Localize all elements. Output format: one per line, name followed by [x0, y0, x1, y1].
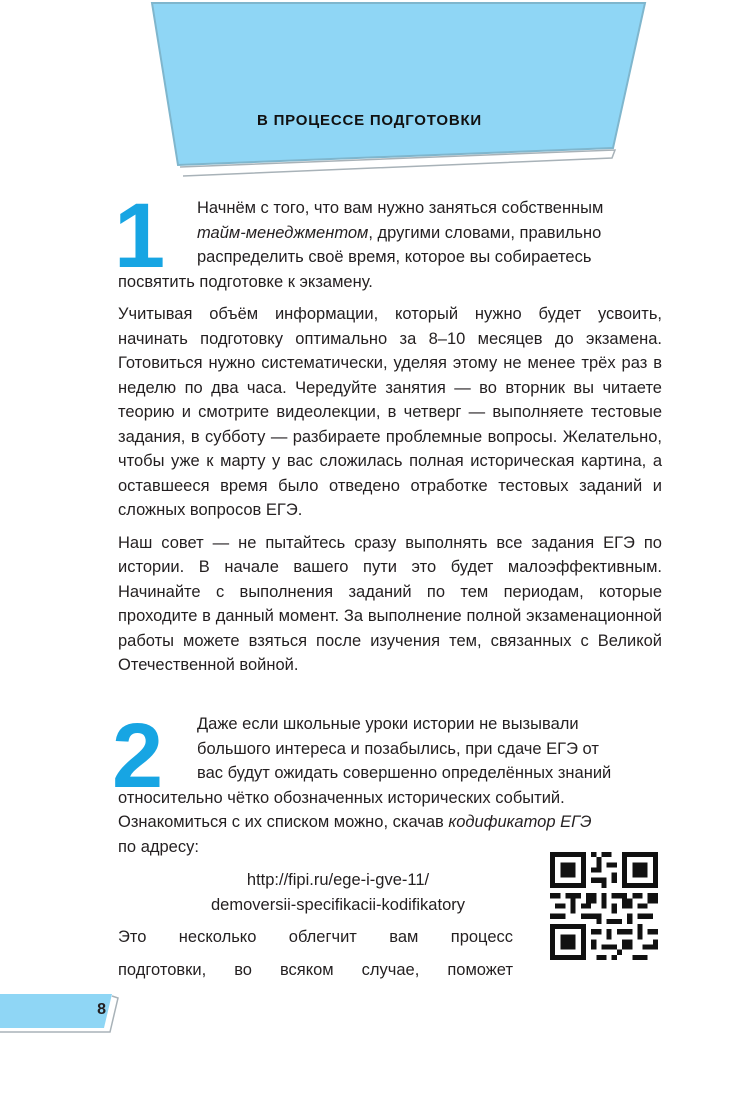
lead-line-2	[118, 221, 662, 246]
lead-line-3: распределить своё время, которое вы собираетесь	[197, 248, 592, 266]
lead2-line-5-text: Ознакомиться с их списком можно, скачав	[118, 813, 449, 831]
section1-body	[118, 196, 662, 678]
term-codifier: кодификатор ЕГЭ	[448, 813, 592, 831]
link-line-2[interactable]: demoversii-specifikacii-kodifikatory	[211, 895, 465, 914]
lead-line-2-rest: , другими словами, правильно	[368, 223, 602, 242]
drop-number-2: 2	[112, 705, 164, 807]
link-line-1[interactable]: http://fipi.ru/ege-i-gve-11/	[246, 871, 430, 889]
header-banner	[0, 0, 739, 200]
term-time-management: тайм-менеджментом	[197, 223, 369, 242]
lead-line-1: Начнём с того, что вам нужно заняться собственным	[197, 199, 604, 217]
tail-line-2: подготовки, во всяком случае, поможет	[118, 960, 513, 979]
lead2-line-3: вас будут ожидать совершенно определённых знаний	[197, 764, 612, 782]
lead2-line-2: большого интереса и позабылись, при сдаче ЕГЭ от	[197, 739, 599, 758]
lead-line-4: посвятить подготовке к экзамену.	[118, 272, 373, 291]
page-number: 8	[97, 1001, 106, 1018]
paragraph-advice: Наш совет — не пытайтесь сразу выполнять все задания ЕГЭ по истории. В начале вашего пути это будет малоэффективным. Начинайте с выполнения заданий по тем периодам, которые проходите в данный момент. За выполнение полной экзаменационной работы можете взяться после изучения тем, связанных с Великой Отечественной войной.	[118, 533, 662, 674]
section-heading: В ПРОЦЕССЕ ПОДГОТОВКИ	[257, 112, 482, 129]
section2-body	[118, 712, 662, 859]
paragraph-schedule: Учитывая объём информации, который нужно будет усвоить, начинать подготовку оптимально за 8–10 месяцев до экзамена. Готовиться нужно систематически, уделяя этому не менее трёх раз в неделю по два часа. Чередуйте занятия — во вторник вы читаете теорию и смотрите видеолекции, в четверг — выполняете тестовые задания, в субботу — разбираете проблемные вопросы. Желательно, чтобы уже к марту у вас сложилась полная историческая картина, а оставшееся время было отведено отработке тестовых заданий и сложных вопросов ЕГЭ.	[118, 305, 662, 519]
lead2-line-4: относительно чётко обозначенных исторических событий.	[118, 788, 565, 807]
tail-line-1: Это несколько облегчит вам процесс	[118, 928, 513, 946]
fipi-link[interactable]	[118, 868, 558, 917]
lead2-line-5	[118, 810, 662, 835]
drop-number-1: 1	[114, 185, 166, 287]
lead2-line-6: по адресу:	[118, 837, 199, 856]
tail-text	[118, 925, 513, 982]
qr-code-icon[interactable]	[550, 852, 658, 960]
lead2-line-1: Даже если школьные уроки истории не вызывали	[197, 715, 579, 733]
